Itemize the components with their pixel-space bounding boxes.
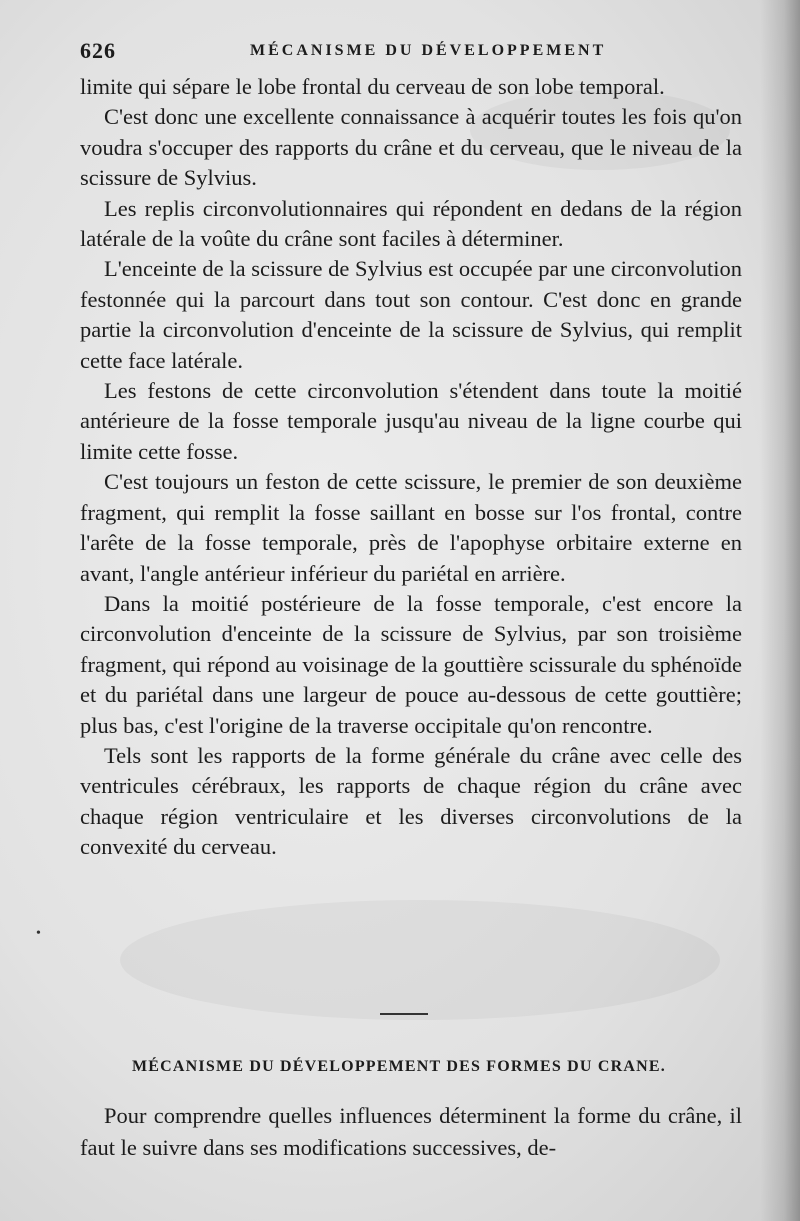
page-header [80, 38, 740, 72]
paragraph: Pour comprendre quelles influences déterminent la forme du crâne, il faut le suivre dans ses modifications successives, de- [80, 1103, 742, 1160]
paragraph: Tels sont les rapports de la forme générale du crâne avec celle des ventricules cérébraux, les rapports de chaque région du crâne avec chaque région ventriculaire et les diverses circonvolutions de la convexité du cerveau. [80, 742, 742, 860]
paragraph: Dans la moitié postérieure de la fosse temporale, c'est encore la circonvolution d'enceinte de la scissure de Sylvius, par son troisième fragment, qui répond au voisinage de la gouttière scissurale du sphénoïde et du pariétal dans une largeur de pouce au-dessous de cette gouttière; plus bas, c'est l'origine de la traverse occipitale qu'on rencontre. [80, 590, 742, 738]
section-title: MÉCANISME DU DÉVELOPPEMENT DES FORMES DU CRANE. [132, 1058, 666, 1075]
closing-text [80, 1100, 742, 1164]
section-divider [380, 1013, 428, 1015]
paragraph: limite qui sépare le lobe frontal du cerveau de son lobe temporal. [80, 74, 665, 99]
paragraph: C'est toujours un feston de cette scissure, le premier de son deuxième fragment, qui remplit la fosse saillant en bosse sur l'os frontal, contre l'arête de la fosse temporale, près de l'apophyse orbitaire externe en avant, l'angle antérieur inférieur du pariétal en arrière. [80, 469, 742, 586]
show-through-stain [120, 900, 720, 1020]
page-gutter-shadow [760, 0, 800, 1221]
paragraph: Les replis circonvolutionnaires qui répondent en dedans de la région latérale de la voûte du crâne sont faciles à déterminer. [80, 195, 742, 252]
paragraph: Les festons de cette circonvolution s'étendent dans toute la moitié antérieure de la fosse temporale jusqu'au niveau de la ligne courbe qui limite cette fosse. [80, 378, 742, 464]
paragraph: L'enceinte de la scissure de Sylvius est occupée par une circonvolution festonnée qui la parcourt dans tout son contour. C'est donc en grande partie la circonvolution d'enceinte de la scissure de Sylvius, qui remplit cette face latérale. [80, 256, 742, 373]
running-title: MÉCANISME DU DÉVELOPPEMENT [250, 42, 607, 59]
margin-mark: • [36, 926, 41, 941]
paragraph: C'est donc une excellente connaissance à acquérir toutes les fois qu'on voudra s'occuper des rapports du crâne et du cerveau, que le niveau de la scissure de Sylvius. [80, 104, 742, 191]
body-text [80, 72, 742, 863]
page-number: 626 [80, 38, 116, 63]
